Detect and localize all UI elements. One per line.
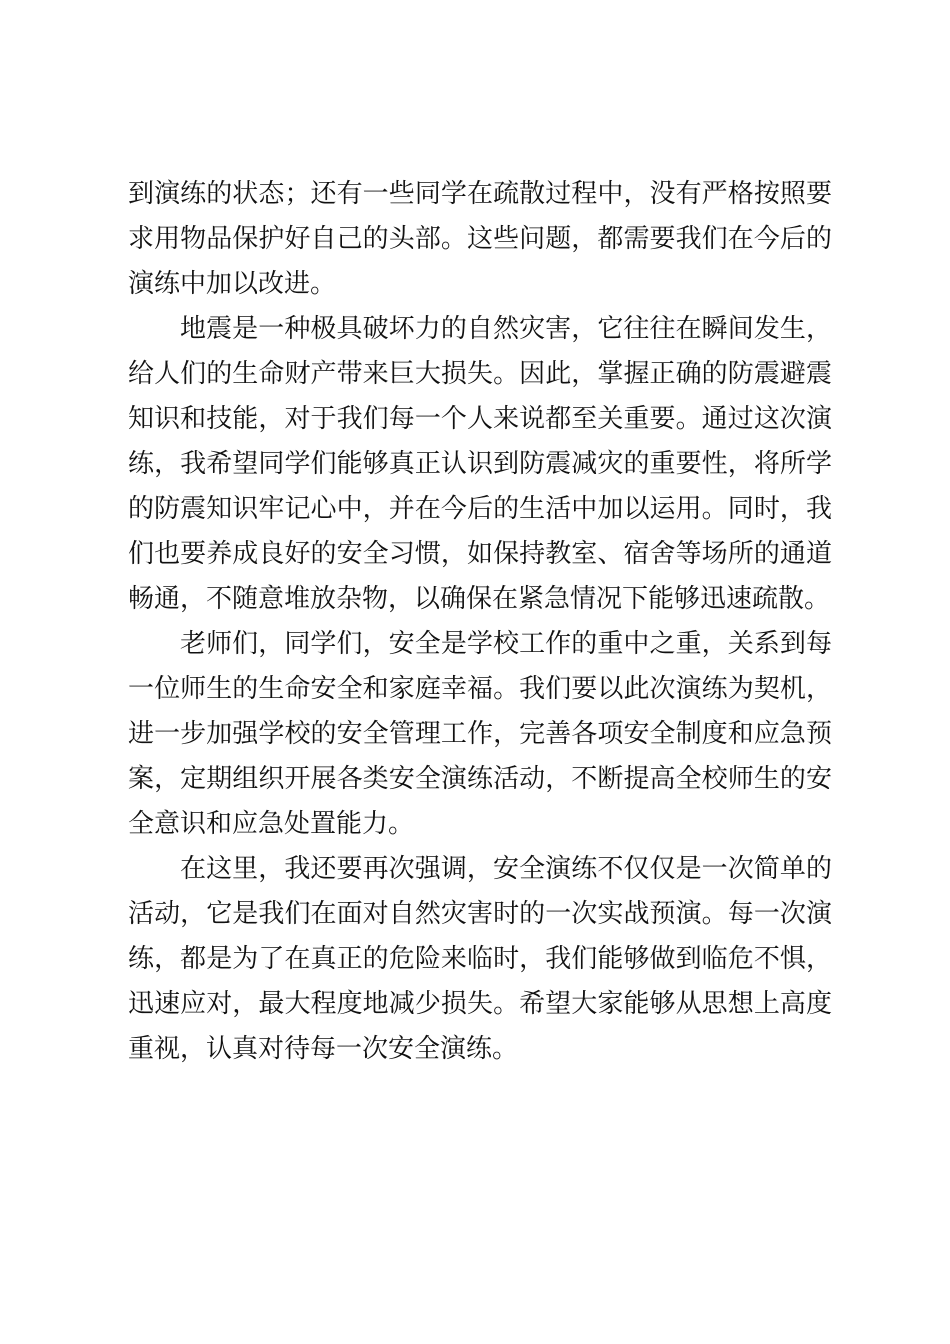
paragraph-4: 在这里，我还要再次强调，安全演练不仅仅是一次简单的活动，它是我们在面对自然灾害时的一次实战预演。每一次演练，都是为了在真正的危险来临时，我们能够做到临危不惧，迅速应对，最大程度地减少损失。希望大家能够从思想上高度重视，认真对待每一次安全演练。 [128,854,832,1064]
document-body [128,172,832,1072]
paragraph-3: 老师们，同学们，安全是学校工作的重中之重，关系到每一位师生的生命安全和家庭幸福。我们要以此次演练为契机，进一步加强学校的安全管理工作，完善各项安全制度和应急预案，定期组织开展各类安全演练活动，不断提高全校师生的安全意识和应急处置能力。 [128,629,832,839]
paragraph-2: 地震是一种极具破坏力的自然灾害，它往往在瞬间发生，给人们的生命财产带来巨大损失。因此，掌握正确的防震避震知识和技能，对于我们每一个人来说都至关重要。通过这次演练，我希望同学们能够真正认识到防震减灾的重要性，将所学的防震知识牢记心中，并在今后的生活中加以运用。同时，我们也要养成良好的安全习惯，如保持教室、宿舍等场所的通道畅通，不随意堆放杂物，以确保在紧急情况下能够迅速疏散。 [128,314,832,614]
paragraph-1: 到演练的状态；还有一些同学在疏散过程中，没有严格按照要求用物品保护好自己的头部。这些问题，都需要我们在今后的演练中加以改进。 [128,179,832,299]
